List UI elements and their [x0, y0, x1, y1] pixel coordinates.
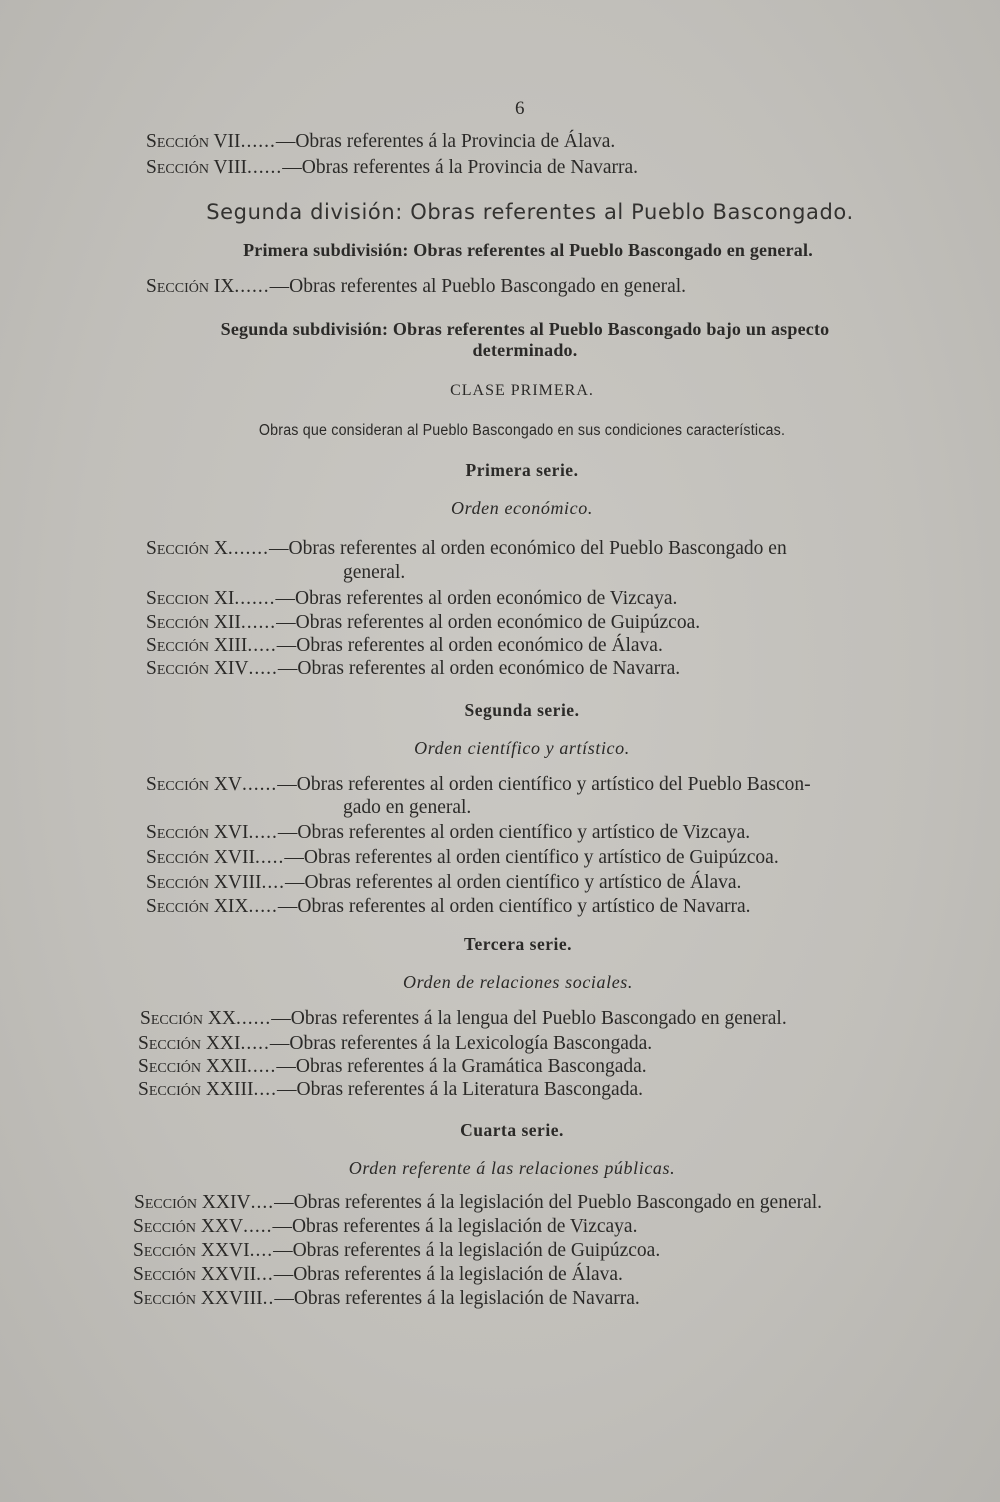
section-dots: ..... [248, 896, 278, 917]
section-xxvii [133, 1264, 910, 1286]
section-xix [146, 896, 910, 918]
section-text: —Obras referentes al Pueblo Bascongado en general. [269, 276, 687, 297]
serie-orden: Orden económico. [451, 498, 593, 518]
second-subdivision-heading-cont: determinado. [472, 340, 578, 360]
section-dots: ... [256, 1264, 274, 1285]
section-dots: ..... [243, 1216, 273, 1237]
section-dots: .... [261, 872, 285, 893]
section-xxiii [138, 1079, 910, 1101]
section-dots: .... [250, 1192, 275, 1213]
section-label: Sección XXIII [138, 1079, 254, 1100]
section-dots: ...... [234, 276, 270, 297]
section-label: Sección IX [146, 276, 235, 297]
section-label: Sección XII [146, 612, 241, 633]
section-xi [146, 588, 910, 610]
section-text: —Obras referentes á la Provincia de Álava. [275, 131, 616, 152]
section-dots: .... [253, 1079, 277, 1100]
section-dots: ...... [240, 612, 277, 633]
section-xxii [138, 1056, 910, 1078]
section-label: Seccion XI [146, 588, 235, 609]
section-text: —Obras referentes á la legislación del Pueblo Bascongado en general. [274, 1192, 823, 1213]
section-xviii [146, 872, 910, 894]
section-xxviii [133, 1288, 910, 1310]
section-text: —Obras referentes á la legislación de Álava. [273, 1264, 623, 1285]
section-label: Sección XVI [146, 822, 249, 843]
section-x-continuation: general. [343, 562, 406, 583]
section-label: Sección XXV [133, 1216, 244, 1237]
section-label: Sección XIV [146, 658, 249, 679]
section-text: —Obras referentes al orden económico del Pueblo Bascongado en [269, 538, 787, 559]
section-label: Sección X [146, 538, 228, 559]
section-label: Sección VIII [146, 157, 248, 178]
clase-description: Obras que consideran al Pueblo Bascongado en sus condiciones características. [258, 422, 786, 439]
section-dots: ..... [240, 1033, 270, 1054]
section-dots: ....... [227, 538, 270, 559]
section-label: Sección XIII [146, 635, 248, 656]
serie-title: Cuarta serie. [460, 1120, 564, 1140]
section-label: Sección XVII [146, 847, 255, 868]
section-dots: ..... [248, 822, 278, 843]
section-text: —Obras referentes al orden científico y artístico de Álava. [284, 872, 742, 893]
serie-title: Tercera serie. [463, 934, 573, 954]
section-dots: ..... [246, 1056, 277, 1077]
section-label: Sección XIX [146, 896, 249, 917]
first-subdivision-heading: Primera subdivisión: Obras referentes al Pueblo Bascongado en general. [243, 240, 813, 260]
section-text: —Obras referentes al orden científico y artístico de Navarra. [277, 896, 751, 917]
section-text: —Obras referentes al orden científico y artístico de Guipúzcoa. [284, 847, 779, 868]
section-xx [140, 1008, 910, 1030]
section-text: —Obras referentes á la Gramática Bascongada. [276, 1056, 647, 1077]
serie-orden: Orden referente á las relaciones públicas. [348, 1158, 676, 1178]
section-label: Sección XVIII [146, 872, 262, 893]
section-vii [146, 131, 910, 153]
section-xxiv [134, 1192, 910, 1214]
section-text: —Obras referentes á la Lexicología Bascongada. [269, 1033, 653, 1054]
section-text: —Obras referentes al orden económico de Navarra. [277, 658, 681, 679]
section-xii [146, 612, 910, 634]
section-xiv [146, 658, 910, 680]
section-text: —Obras referentes al orden económico de Guipúzcoa. [276, 612, 701, 633]
section-dots: ...... [247, 157, 283, 178]
serie-orden: Orden de relaciones sociales. [402, 972, 634, 992]
section-label: Sección XXI [138, 1033, 241, 1054]
section-text: —Obras referentes á la Literatura Bascongada. [276, 1079, 643, 1100]
section-dots: ...... [242, 774, 278, 795]
section-dots: ..... [248, 658, 278, 679]
section-ix [146, 276, 910, 298]
section-xvi [146, 822, 910, 844]
section-text: —Obras referentes á la legislación de Vizcaya. [272, 1216, 638, 1237]
section-label: Sección XXII [138, 1056, 247, 1077]
section-text: —Obras referentes al orden científico y artístico de Vizcaya. [277, 822, 751, 843]
section-dots: .. [262, 1288, 275, 1309]
section-label: Sección XXVIII [133, 1288, 263, 1309]
division-heading: Segunda división: Obras referentes al Pueblo Bascongado. [206, 200, 854, 224]
section-label: Sección XXVI [133, 1240, 250, 1261]
clase-heading: CLASE PRIMERA. [450, 382, 594, 399]
section-dots: .... [249, 1240, 274, 1261]
page-number: 6 [515, 98, 525, 119]
section-label: Sección XV [146, 774, 242, 795]
section-text: —Obras referentes al orden económico de Álava. [276, 635, 663, 656]
serie-title: Segunda serie. [464, 700, 580, 720]
serie-title: Primera serie. [465, 460, 579, 480]
section-dots: ..... [247, 635, 277, 656]
section-xxi [138, 1033, 910, 1055]
section-xxvi [133, 1240, 910, 1262]
section-text: —Obras referentes á la legislación de Navarra. [274, 1288, 640, 1309]
section-dots: ....... [234, 588, 276, 609]
section-xxv [133, 1216, 910, 1238]
section-text: —Obras referentes al orden científico y artístico del Pueblo Bascon- [277, 774, 811, 795]
section-text: —Obras referentes al orden económico de Vizcaya. [275, 588, 678, 609]
section-xv [146, 774, 910, 796]
section-dots: ...... [240, 131, 276, 152]
section-label: Sección VII [146, 131, 241, 152]
section-label: Sección XXIV [134, 1192, 251, 1213]
section-text: —Obras referentes á la lengua del Pueblo Bascongado en general. [271, 1008, 787, 1029]
section-viii [146, 157, 910, 179]
section-xv-continuation: gado en general. [343, 797, 472, 818]
section-label: Sección XXVII [133, 1264, 257, 1285]
second-subdivision-heading: Segunda subdivisión: Obras referentes al Pueblo Bascongado bajo un aspecto [220, 319, 830, 339]
section-xvii [146, 847, 910, 869]
section-xiii [146, 635, 910, 657]
section-dots: ..... [254, 847, 285, 868]
section-x [146, 538, 910, 560]
section-label: Sección XX [140, 1008, 236, 1029]
section-text: —Obras referentes á la legislación de Guipúzcoa. [273, 1240, 661, 1261]
section-text: —Obras referentes á la Provincia de Navarra. [282, 157, 639, 178]
section-dots: ...... [236, 1008, 272, 1029]
serie-orden: Orden científico y artístico. [414, 738, 630, 758]
